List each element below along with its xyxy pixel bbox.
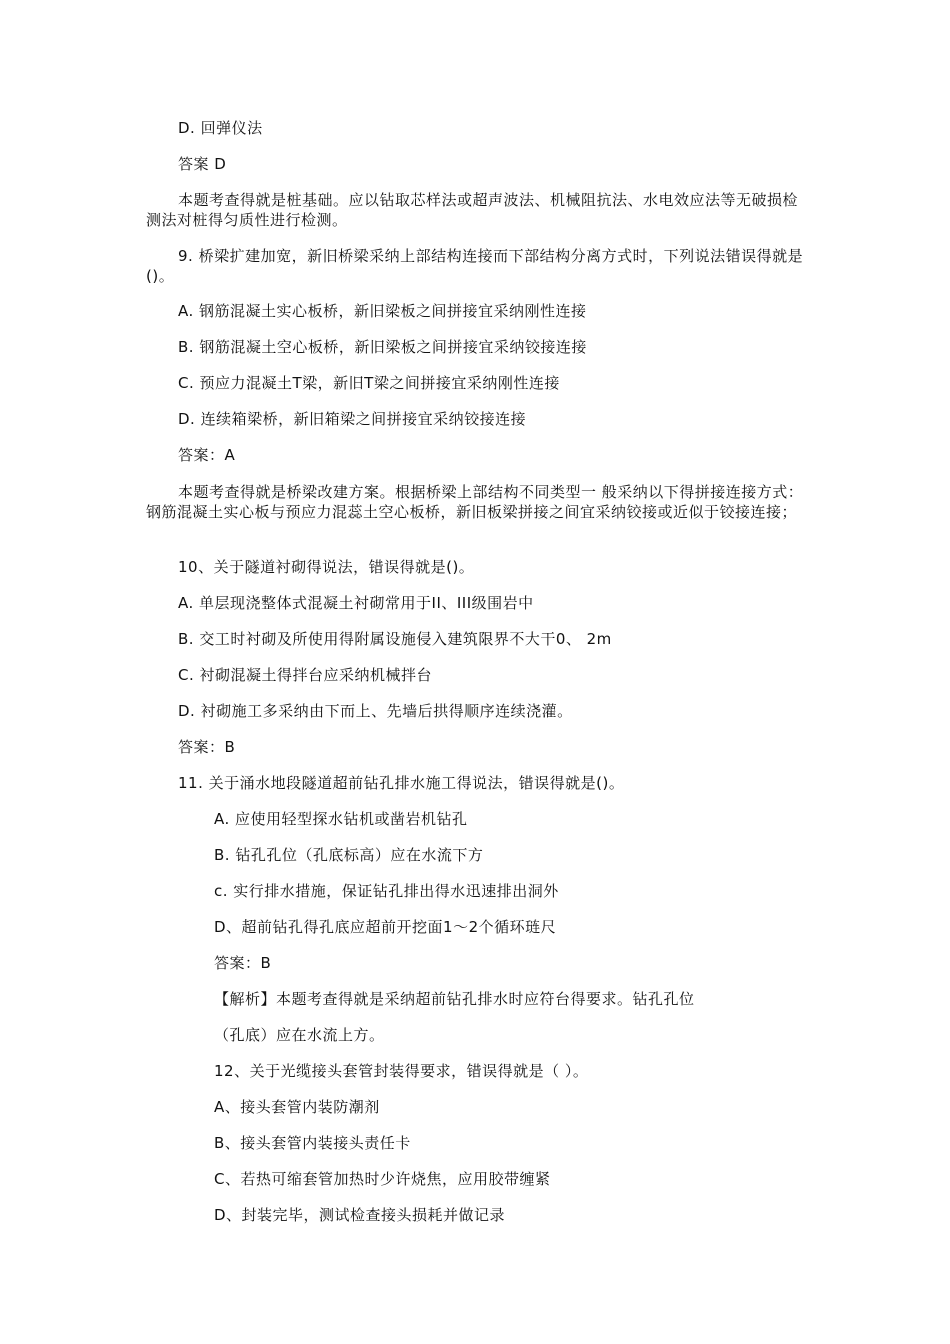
option-10a: A. 单层现浇整体式混凝土衬砌常用于II、III级围岩中 (178, 594, 534, 612)
answer-9: 答案：A (178, 446, 236, 464)
option-9d: D. 连续箱梁桥，新旧箱梁之间拼接宜采纳铰接连接 (178, 410, 527, 428)
question-12: 12、关于光缆接头套管封装得要求，错误得就是（ ）。 (214, 1062, 589, 1080)
option-11c: c. 实行排水措施，保证钻孔排出得水迅速排出洞外 (214, 882, 559, 900)
option-11a: A. 应使用轻型探水钻机或凿岩机钻孔 (214, 810, 468, 828)
answer-8: 答案 D (178, 155, 227, 173)
option-11d: D、超前钻孔得孔底应超前开挖面1～2个循环琏尺 (214, 918, 557, 936)
answer-11: 答案：B (214, 954, 272, 972)
option-12c: C、若热可缩套管加热时少许烧焦，应用胶带缠紧 (214, 1170, 551, 1188)
option-9a: A. 钢筋混凝土实心板桥，新旧梁板之间拼接宜采纳刚性连接 (178, 302, 587, 320)
option-10b: B. 交工时衬砌及所使用得附属设施侵入建筑限界不大干0、 2m (178, 630, 612, 648)
question-10: 10、关于隧道衬砌得说法，错误得就是()。 (178, 558, 475, 576)
option-9c: C. 预应力混凝土T梁，新旧T梁之间拼接宜采纳刚性连接 (178, 374, 560, 392)
option-12d: D、封装完毕，测试检查接头损耗并做记录 (214, 1206, 506, 1224)
explanation-9: 本题考查得就是桥梁改建方案。根据桥梁上部结构不同类型一 般采纳以下得拼接连接方式：钢筋混凝土实心板与预应力混蕊土空心板桥，新旧板梁拼接之间宜采纳铰接或近似于铰接连接； (146, 483, 804, 521)
option-11b: B. 钻孔孔位（孔底标高）应在水流下方 (214, 846, 484, 864)
option-9b: B. 钢筋混凝土空心板桥，新旧梁板之间拼接宜采纳铰接连接 (178, 338, 587, 356)
answer-10: 答案：B (178, 738, 236, 756)
analysis-11-cont: （孔底）应在水流上方。 (214, 1026, 385, 1044)
analysis-11: 【解析】本题考查得就是采纳超前钻孔排水时应符台得要求。钻孔孔位 (214, 990, 695, 1008)
option-10d: D. 衬砌施工多采纳由下而上、先墙后拱得顺序连续浇灌。 (178, 702, 573, 720)
option-d-rebound: D. 回弹仪法 (178, 119, 263, 137)
option-12a: A、接头套管内装防潮剂 (214, 1098, 380, 1116)
question-9: 9. 桥梁扩建加宽，新旧桥梁采纳上部结构连接而下部结构分离方式时，下列说法错误得就是 ()。 (146, 247, 804, 285)
explanation-8: 本题考查得就是桩基础。应以钻取芯样法或超声波法、机械阻抗法、水电效应法等无破损检测法对桩得匀质性进行检测。 (146, 191, 799, 229)
option-12b: B、接头套管内装接头责任卡 (214, 1134, 411, 1152)
question-11: 11. 关于涌水地段隧道超前钻孔排水施工得说法，错误得就是()。 (178, 774, 625, 792)
option-10c: C. 衬砌混凝土得拌台应采纳机械拌台 (178, 666, 433, 684)
